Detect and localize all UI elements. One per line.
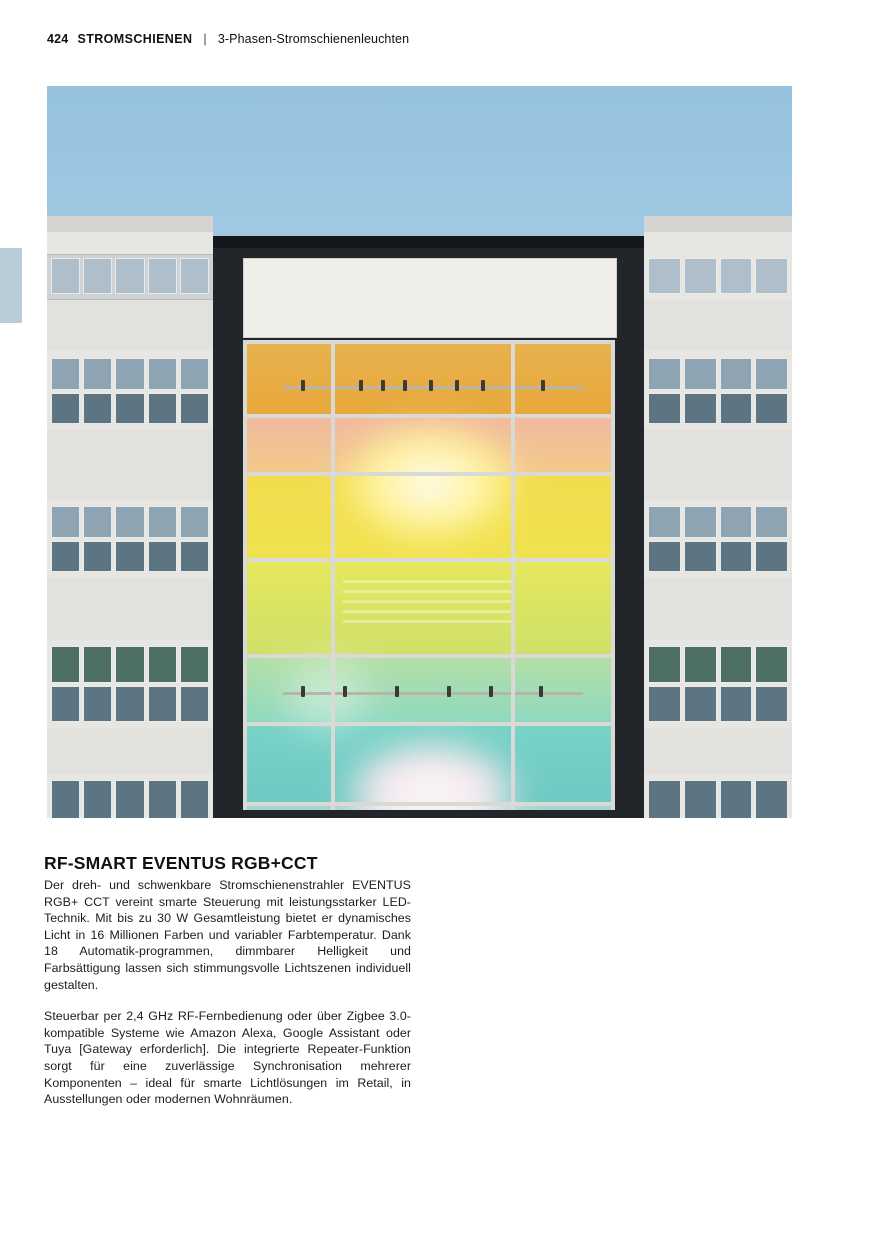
window-pane <box>684 646 717 683</box>
facade-mullion-horizontal <box>243 654 615 658</box>
window-pane <box>755 506 788 538</box>
window-pane <box>148 258 177 294</box>
facade-mullion-vertical <box>331 340 335 810</box>
right-window-row-3 <box>648 506 788 572</box>
window-pane <box>648 393 681 425</box>
left-wing-shade-3 <box>47 578 213 640</box>
tower-cornice <box>213 236 644 248</box>
window-pane <box>180 780 209 818</box>
window-pane <box>720 646 753 683</box>
window-pane <box>83 646 112 683</box>
window-pane <box>755 541 788 573</box>
right-window-row-2 <box>648 358 788 424</box>
track-spotlight <box>539 686 543 697</box>
louver-slat <box>343 610 513 613</box>
window-pane <box>684 358 717 390</box>
light-glow-upper <box>335 418 525 548</box>
window-pane <box>720 258 753 294</box>
window-pane <box>684 686 717 723</box>
window-pane <box>115 780 144 818</box>
track-spotlight <box>343 686 347 697</box>
header-section: STROMSCHIENEN <box>77 32 193 46</box>
window-pane <box>51 541 80 573</box>
window-pane <box>115 258 144 294</box>
left-window-row-2 <box>51 358 209 424</box>
right-wing-shade-3 <box>644 578 792 640</box>
product-title: RF-SMART EVENTUS RGB+CCT <box>44 852 318 873</box>
right-window-row-5 <box>648 780 788 818</box>
building-left-roof <box>47 216 213 232</box>
window-pane <box>83 506 112 538</box>
page-header <box>47 32 409 46</box>
track-spotlight <box>301 686 305 697</box>
facade-band-amber <box>243 340 615 414</box>
window-pane <box>684 541 717 573</box>
window-pane <box>648 506 681 538</box>
left-wing-shade-2 <box>47 430 213 500</box>
window-pane <box>115 393 144 425</box>
facade-mullion-horizontal <box>243 558 615 562</box>
window-pane <box>83 686 112 723</box>
window-pane <box>684 258 717 294</box>
window-pane <box>755 686 788 723</box>
window-pane <box>115 506 144 538</box>
window-pane <box>51 358 80 390</box>
facade-mullion-vertical <box>511 340 515 810</box>
description-paragraph-1: Der dreh- und schwenkbare Stromschienenstrahler EVENTUS RGB+ CCT vereint smarte Steuerung mit leistungsstarker LED-Technik. Mit bis zu 30 W Gesamtleistung bietet er dynamisches Licht in 16 Millionen Farben und variabler Farbtemperatur. Dank 18 Automatik-programmen, dimmbarer Helligkeit und Farbsättigung lassen sich stimmungsvolle Lichtszenen individuell gestalten. <box>44 878 411 992</box>
ceiling-track-rail-upper <box>283 386 583 389</box>
window-pane <box>720 506 753 538</box>
left-window-row-1 <box>51 258 209 294</box>
right-window-row-4 <box>648 646 788 722</box>
window-pane <box>755 393 788 425</box>
window-pane <box>115 686 144 723</box>
facade-mullion-horizontal <box>243 472 615 476</box>
window-pane <box>684 506 717 538</box>
window-pane <box>720 393 753 425</box>
window-pane <box>148 358 177 390</box>
left-window-row-3 <box>51 506 209 572</box>
window-pane <box>180 393 209 425</box>
window-pane <box>115 646 144 683</box>
window-pane <box>148 646 177 683</box>
left-wing-shade-4 <box>47 728 213 774</box>
window-pane <box>648 358 681 390</box>
window-pane <box>648 258 681 294</box>
left-window-row-4 <box>51 646 209 722</box>
header-separator: | <box>203 32 207 46</box>
right-window-row-1 <box>648 258 788 294</box>
track-spotlight <box>395 686 399 697</box>
window-pane <box>648 686 681 723</box>
louver-slat <box>343 600 513 603</box>
window-pane <box>148 541 177 573</box>
window-pane <box>755 358 788 390</box>
window-pane <box>180 541 209 573</box>
window-pane <box>51 646 80 683</box>
window-pane <box>83 780 112 818</box>
track-spotlight <box>381 380 385 391</box>
left-wing-shade-1 <box>47 300 213 350</box>
page-number: 424 <box>47 32 69 46</box>
illuminated-glass-facade <box>243 340 615 810</box>
product-application-photo <box>47 86 792 818</box>
window-pane <box>115 358 144 390</box>
window-pane <box>180 646 209 683</box>
window-pane <box>83 258 112 294</box>
window-pane <box>720 686 753 723</box>
window-pane <box>755 258 788 294</box>
louver-slat <box>343 590 513 593</box>
window-pane <box>684 393 717 425</box>
product-description <box>44 877 411 1108</box>
description-paragraph-2: Steuerbar per 2,4 GHz RF-Fernbedienung oder über Zigbee 3.0-kompatible Systeme wie Amazon Alexa, Google Assistant oder Tuya [Gateway erforderlich]. Die integrierte Repeater-Funktion sorgt für eine zuverlässige Synchronisation mehrerer Komponenten – ideal für smarte Lichtlösungen im Retail, in Ausstellungen oder modernen Wohnräumen. <box>44 1009 411 1107</box>
facade-mullion-horizontal <box>243 802 615 806</box>
louver-slat <box>343 620 513 623</box>
header-subsection: 3-Phasen-Stromschienenleuchten <box>217 32 410 46</box>
window-pane <box>648 541 681 573</box>
window-pane <box>83 358 112 390</box>
right-wing-shade-2 <box>644 430 792 500</box>
window-pane <box>180 358 209 390</box>
window-pane <box>115 541 144 573</box>
right-wing-shade-1 <box>644 300 792 350</box>
window-pane <box>148 780 177 818</box>
window-pane <box>51 393 80 425</box>
track-spotlight <box>541 380 545 391</box>
window-pane <box>148 393 177 425</box>
facade-mullion-vertical <box>611 340 615 810</box>
window-pane <box>720 358 753 390</box>
tower-upper-panel <box>243 258 617 338</box>
window-pane <box>148 686 177 723</box>
window-pane <box>755 646 788 683</box>
window-pane <box>83 393 112 425</box>
window-pane <box>648 646 681 683</box>
window-pane <box>648 780 681 818</box>
window-pane <box>51 258 80 294</box>
facade-mullion-horizontal <box>243 340 615 344</box>
window-pane <box>148 506 177 538</box>
track-spotlight <box>429 380 433 391</box>
facade-mullion-vertical <box>243 340 247 810</box>
track-spotlight <box>455 380 459 391</box>
track-spotlight <box>447 686 451 697</box>
building-right-roof <box>644 216 792 232</box>
window-pane <box>720 780 753 818</box>
left-window-row-5 <box>51 780 209 818</box>
window-pane <box>83 541 112 573</box>
track-spotlight <box>489 686 493 697</box>
window-pane <box>180 686 209 723</box>
window-pane <box>684 780 717 818</box>
louver-slat <box>343 580 513 583</box>
window-pane <box>720 541 753 573</box>
facade-mullion-horizontal <box>243 722 615 726</box>
window-pane <box>51 506 80 538</box>
window-pane <box>51 686 80 723</box>
window-pane <box>755 780 788 818</box>
track-spotlight <box>359 380 363 391</box>
track-spotlight <box>481 380 485 391</box>
window-pane <box>180 506 209 538</box>
window-pane <box>180 258 209 294</box>
facade-mullion-horizontal <box>243 414 615 418</box>
track-spotlight <box>403 380 407 391</box>
window-pane <box>51 780 80 818</box>
track-spotlight <box>301 380 305 391</box>
right-wing-shade-4 <box>644 728 792 774</box>
ceiling-track-rail-lower <box>283 692 583 695</box>
section-index-tab <box>0 248 22 323</box>
